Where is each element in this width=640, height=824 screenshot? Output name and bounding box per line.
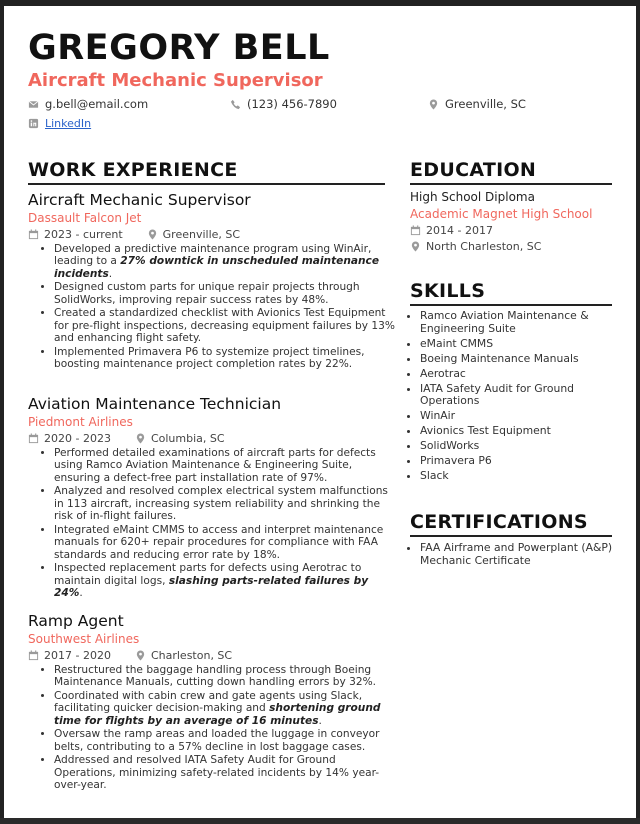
work-rule [28, 183, 385, 185]
bullet-item: • Inspected replacement parts for defects using Aerotrac to maintain digital logs, slashing parts-related failures by 24%. [54, 562, 399, 599]
skills-rule [410, 304, 612, 306]
skills-heading: SKILLS [410, 280, 486, 302]
job-location: Greenville, SC [162, 228, 241, 241]
email-contact[interactable] [28, 97, 148, 111]
skill-item: • Primavera P6 [420, 455, 615, 468]
skill-item: • Boeing Maintenance Manuals [420, 353, 615, 366]
job-dates: 2023 - current [44, 228, 123, 241]
skill-item: • IATA Safety Audit for Ground Operations [420, 383, 615, 408]
company-name: Piedmont Airlines [28, 415, 133, 429]
skills-list [404, 310, 615, 485]
linkedin-link[interactable] [28, 117, 91, 130]
candidate-name: GREGORY BELL [28, 28, 330, 68]
job-title: Ramp Agent [28, 612, 124, 630]
work-experience-heading: WORK EXPERIENCE [28, 159, 238, 181]
job-dates: 2020 - 2023 [44, 432, 111, 445]
certifications-heading: CERTIFICATIONS [410, 511, 588, 533]
bullet-item: • Implemented Primavera P6 to systemize project timelines, boosting maintenance project completion rates by 22%. [54, 346, 399, 371]
frame-top [0, 0, 640, 6]
bullet-item: • Integrated eMaint CMMS to access and interpret maintenance manuals for 620+ repair procedures for compliance with FAA standards and reducing error rate by 18%. [54, 524, 399, 561]
bullet-item: • Addressed and resolved IATA Safety Audit for Ground Operations, minimizing safety-related incidents by 14% year-over-year. [54, 754, 399, 791]
skill-item: • Slack [420, 470, 615, 483]
education-rule [410, 183, 612, 185]
linkedin-text: LinkedIn [45, 117, 92, 130]
calendar-icon [410, 225, 421, 236]
phone-contact[interactable] [230, 97, 337, 111]
job-title: Aircraft Mechanic Supervisor [28, 191, 251, 209]
skill-item: • WinAir [420, 410, 615, 423]
phone-text: (123) 456-7890 [247, 97, 337, 111]
education-dates-row [410, 224, 493, 237]
job-location: Columbia, SC [150, 432, 225, 445]
job-bullets [38, 664, 399, 793]
bullet-item: • Designed custom parts for unique repair projects through SolidWorks, improving repair success rates by 48%. [54, 281, 399, 306]
link-icon [28, 118, 39, 129]
skill-item: • SolidWorks [420, 440, 615, 453]
location-pin-icon [428, 99, 439, 110]
bullet-item: • Performed detailed examinations of aircraft parts for defects using Ramco Aviation Maintenance & Engineering Suite, ensuring a defect-free part installation rate of 97%. [54, 447, 399, 484]
job-meta [28, 432, 225, 445]
location-pin-icon [135, 433, 146, 444]
calendar-icon [28, 229, 39, 240]
calendar-icon [28, 650, 39, 661]
education-degree: High School Diploma [410, 190, 535, 204]
skill-item: • Avionics Test Equipment [420, 425, 615, 438]
frame-right [636, 0, 640, 824]
bullet-item: • Created a standardized checklist with Avionics Test Equipment for pre-flight inspections, decreasing equipment failures by 13% and enhancing flight safety. [54, 307, 399, 344]
education-location: North Charleston, SC [426, 240, 542, 253]
location-pin-icon [147, 229, 158, 240]
location-pin-icon [410, 241, 421, 252]
bullet-item: • Developed a predictive maintenance program using WinAir, leading to a 27% downtick in unscheduled maintenance incidents. [54, 243, 399, 280]
candidate-title: Aircraft Mechanic Supervisor [28, 70, 323, 91]
frame-bottom [0, 818, 640, 824]
bullet-item: • Restructured the baggage handling process through Boeing Maintenance Manuals, cutting down handling errors by 32%. [54, 664, 399, 689]
certifications-list [404, 542, 615, 568]
bullet-item: • Oversaw the ramp areas and loaded the luggage in conveyor belts, contributing to a 57% decline in lost baggage cases. [54, 728, 399, 753]
company-name: Southwest Airlines [28, 632, 140, 646]
email-icon [28, 99, 39, 110]
job-meta [28, 228, 240, 241]
job-meta [28, 649, 232, 662]
calendar-icon [28, 433, 39, 444]
email-text: g.bell@email.com [45, 97, 149, 111]
location-pin-icon [135, 650, 146, 661]
certifications-rule [410, 535, 612, 537]
education-dates: 2014 - 2017 [426, 224, 493, 237]
bullet-item: • Coordinated with cabin crew and gate agents using Slack, facilitating quicker decision-making and shortening ground time for flights by an average of 16 minutes. [54, 690, 399, 727]
bullet-item: • Analyzed and resolved complex electrical system malfunctions in 113 aircraft, increasing system reliability and shrinking the risk of in-flight failures. [54, 485, 399, 522]
certification-item: • FAA Airframe and Powerplant (A&P) Mechanic Certificate [420, 542, 615, 567]
company-name: Dassault Falcon Jet [28, 211, 142, 225]
skill-item: • Aerotrac [420, 368, 615, 381]
job-location: Charleston, SC [150, 649, 233, 662]
education-heading: EDUCATION [410, 159, 537, 181]
job-bullets [38, 447, 399, 601]
job-bullets [38, 243, 399, 372]
education-location-row [410, 240, 541, 253]
skill-item: • eMaint CMMS [420, 338, 615, 351]
frame-left [0, 0, 4, 824]
job-title: Aviation Maintenance Technician [28, 395, 282, 413]
location-text: Greenville, SC [445, 97, 526, 111]
education-school: Academic Magnet High School [410, 207, 593, 221]
skill-item: • Ramco Aviation Maintenance & Engineering Suite [420, 310, 615, 335]
job-dates: 2017 - 2020 [44, 649, 111, 662]
phone-icon [230, 99, 241, 110]
location-contact [428, 97, 526, 111]
